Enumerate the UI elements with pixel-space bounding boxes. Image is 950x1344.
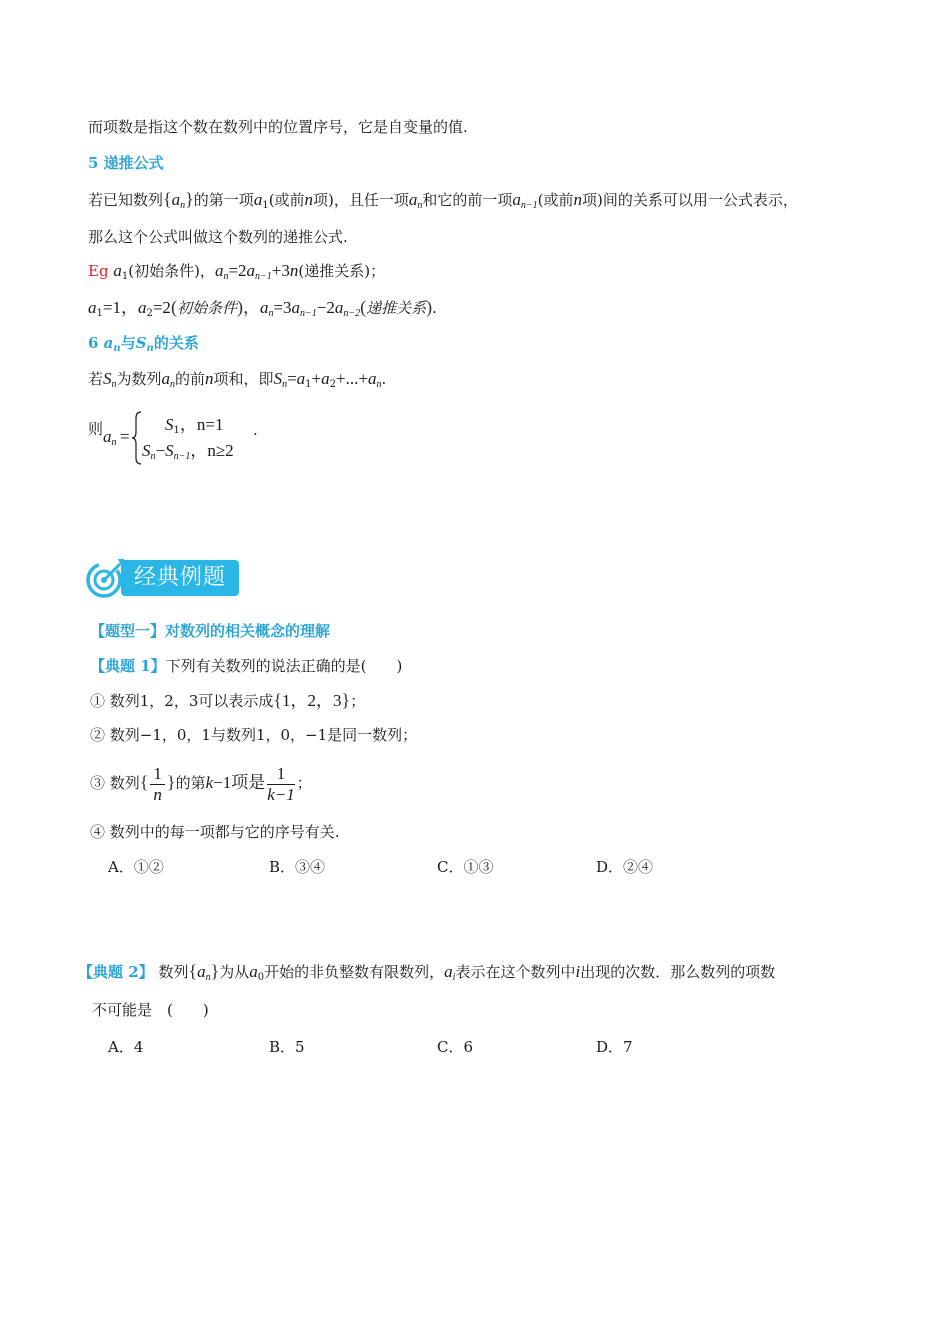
q1-option-a[interactable]: A．①② — [108, 858, 164, 876]
q2-option-b[interactable]: B．5 — [269, 1038, 305, 1056]
question-1-stem: 【典题 1】下列有关数列的说法正确的是( ) — [90, 657, 403, 675]
q1-statement-3: ③ 数列{ $\frac{1}{n}$ }的第k−1项是 $\frac{1}{k-1}$ ； — [90, 763, 312, 804]
question-2-line2: 不可能是 ( ) — [92, 1001, 209, 1019]
q2-option-d[interactable]: D．7 — [596, 1038, 633, 1056]
partial-sum-definition: 若$S_n$为数列$a_n$的前n项和，即$S_n=a_1+a_2+...+a_n$. — [88, 369, 387, 390]
example-line: Eg $a_1$(初始条件)，$a_n=2a_{n-1}+3n$(递推关系)； — [88, 261, 386, 282]
q2-option-c[interactable]: C．6 — [437, 1038, 474, 1056]
banner-title: 经典例题 — [121, 560, 239, 596]
type1-heading: 【题型一】对数列的相关概念的理解 — [90, 622, 331, 640]
section-6-heading: 6 $a_n$与$S_n$的关系 — [88, 334, 199, 354]
recurrence-definition-line1: 若已知数列$\{a_n\}$的第一项$a_1$(或前n项)，且任一项$a_n$和它的前一项$a_{n-1}$(或前n项)间的关系可以用一公式表示， — [88, 189, 798, 211]
question-2-stem: 【典题 2】 数列$\{a_n\}$为从$a_0$开始的非负整数有限数列，$a_i$表示在这个数列中i出现的次数．那么数列的项数 — [78, 961, 776, 983]
section-banner — [84, 556, 239, 600]
q2-option-a[interactable]: A．4 — [108, 1038, 144, 1056]
example-equation: $a_1=1$，$a_2=2$(初始条件)，$a_n=3a_{n-1}-2a_{n-2}$(递推关系). — [88, 297, 437, 319]
recurrence-definition-line2: 那么这个公式叫做这个数列的递推公式. — [88, 228, 348, 246]
section-5-heading: 5 递推公式 — [88, 154, 164, 172]
q1-option-c[interactable]: C．①③ — [437, 858, 494, 876]
q1-option-d[interactable]: D．②④ — [596, 858, 654, 876]
q1-statement-1: ① 数列1，2，3可以表示成{1，2，3}； — [90, 690, 366, 710]
q1-statement-4: ④ 数列中的每一项都与它的序号有关. — [90, 823, 340, 841]
intro-line: 而项数是指这个数在数列中的位置序号，它是自变量的值. — [88, 118, 468, 136]
q1-statement-2: ② 数列−1，0，1与数列1，0，−1是同一数列； — [90, 726, 418, 744]
q1-option-b[interactable]: B．③④ — [269, 858, 326, 876]
